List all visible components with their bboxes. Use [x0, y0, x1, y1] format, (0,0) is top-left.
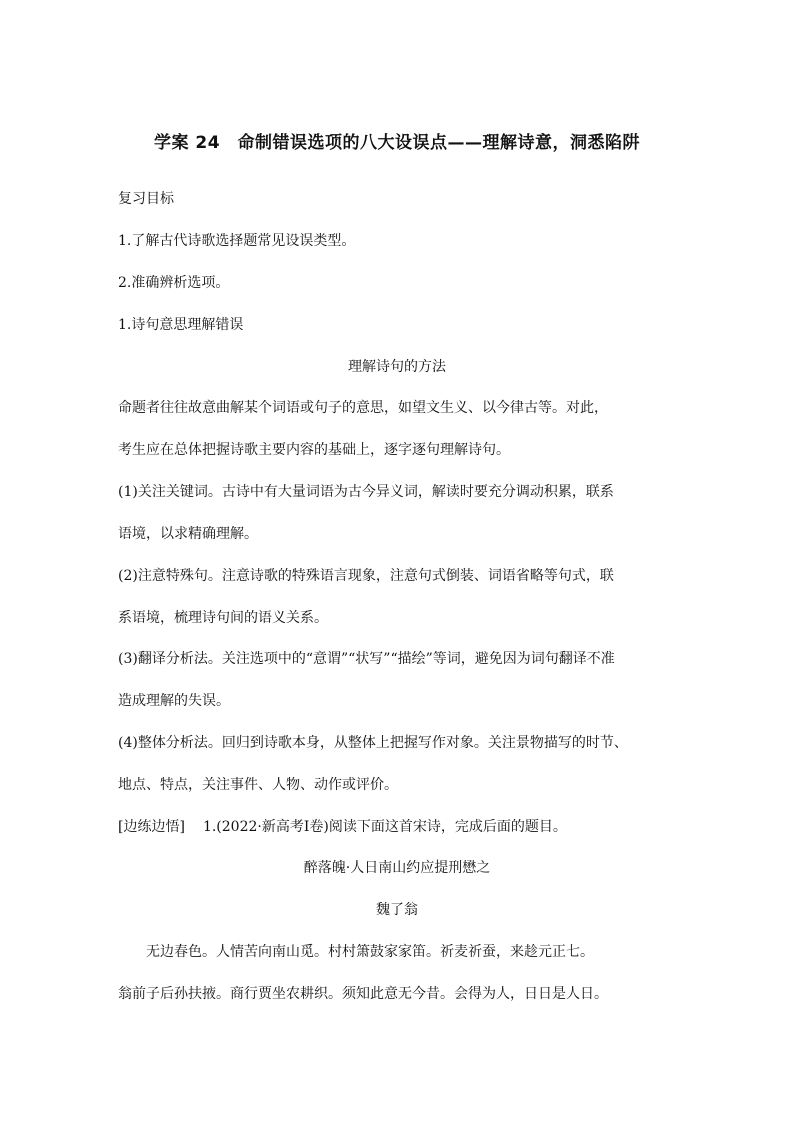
- page-title: 学案 24 命制错误选项的八大设误点——理解诗意，洞悉陷阱: [153, 133, 641, 153]
- method2-line-1: (2)注意特殊句。注意诗歌的特殊语言现象，注意句式倒装、词语省略等句式，联: [118, 568, 614, 584]
- goal-item-1: 1.了解古代诗歌选择题常见设误类型。: [118, 233, 356, 249]
- goal-item-2: 2.准确辨析选项。: [118, 275, 230, 291]
- practice-line: [118, 816, 688, 836]
- method1-line-1: (1)关注关键词。古诗中有大量词语为古今异义词，解读时要充分调动积累，联系: [118, 484, 614, 500]
- poem-title: 醉落魄·人日南山约应提刑懋之: [303, 860, 491, 876]
- method3-line-2: 造成理解的失误。: [118, 693, 230, 709]
- intro-line-2: 考生应在总体把握诗歌主要内容的基础上，逐字逐句理解诗句。: [118, 442, 510, 458]
- method-heading: 理解诗句的方法: [348, 359, 446, 375]
- practice-label: [边练边悟]: [118, 819, 185, 835]
- method4-line-2: 地点、特点，关注事件、人物、动作或评价。: [118, 777, 398, 793]
- goals-heading: 复习目标: [118, 191, 174, 207]
- method3-line-1: (3)翻译分析法。关注选项中的“意谓”“状写”“描绘”等词，避免因为词句翻译不准: [118, 651, 615, 667]
- intro-line-1: 命题者往往故意曲解某个词语或句子的意思，如望文生义、以今律古等。对此，: [118, 400, 608, 416]
- practice-text: 1.(2022·新高考Ⅰ卷)阅读下面这首宋诗，完成后面的题目。: [202, 819, 567, 835]
- method1-line-2: 语境，以求精确理解。: [118, 526, 258, 542]
- method2-line-2: 系语境，梳理诗句间的语义关系。: [118, 610, 328, 626]
- method4-line-1: (4)整体分析法。回归到诗歌本身，从整体上把握写作对象。关注景物描写的时节、: [118, 735, 628, 751]
- point1-heading: 1.诗句意思理解错误: [118, 317, 244, 333]
- poem-line-1: 无边春色。人情苦向南山觅。村村箫鼓家家笛。祈麦祈蚕，来趁元正七。: [146, 944, 594, 960]
- poem-line-2: 翁前子后孙扶掖。商行贾坐农耕织。须知此意无今昔。会得为人，日日是人日。: [118, 986, 608, 1002]
- poem-author: 魏了翁: [376, 902, 418, 918]
